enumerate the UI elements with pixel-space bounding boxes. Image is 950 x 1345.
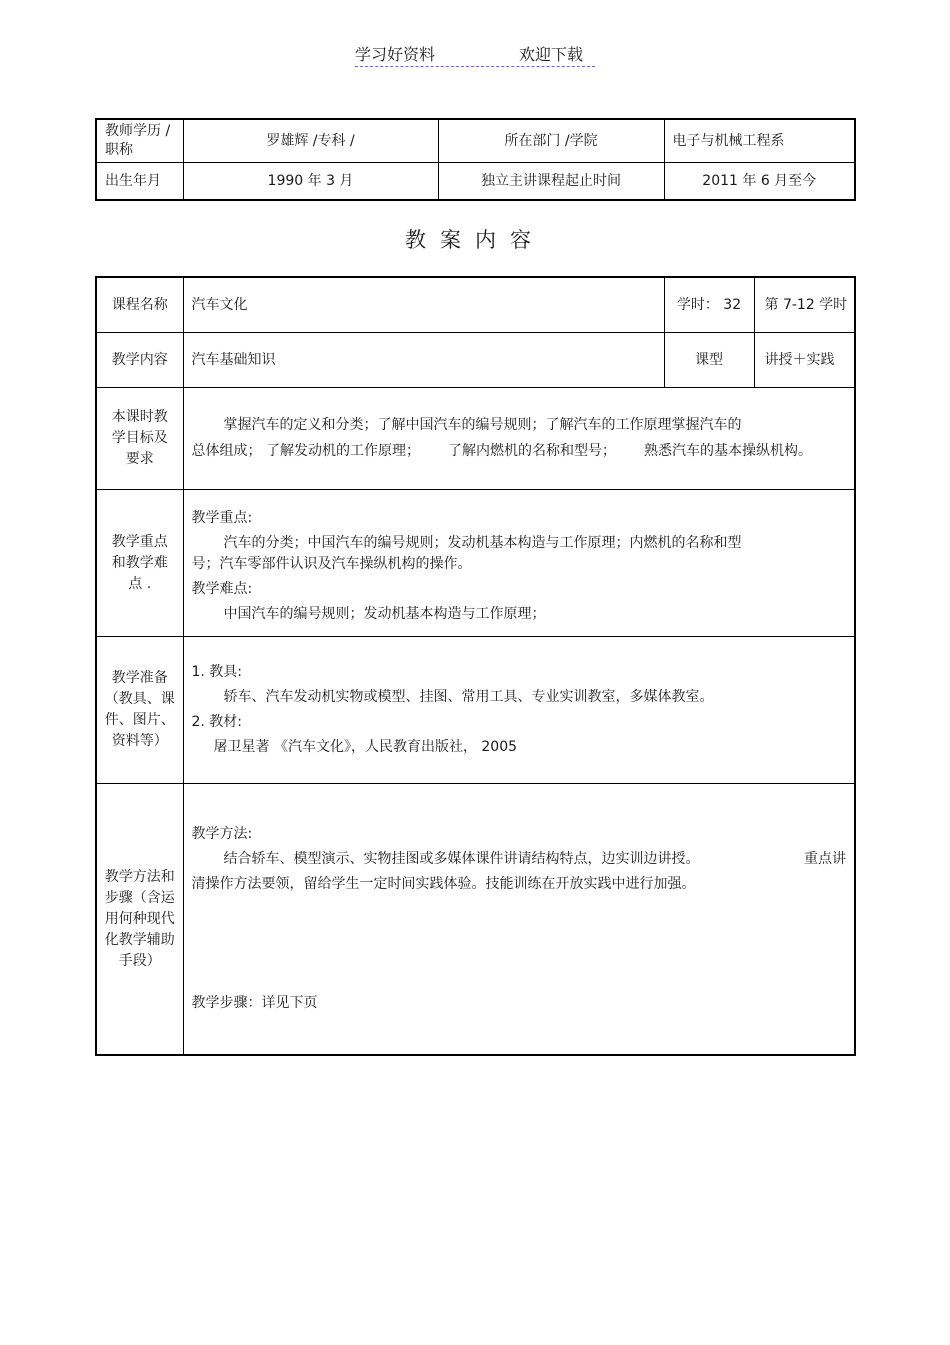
course-name-label: 课程名称 <box>96 277 183 333</box>
key-heading: 教学重点: <box>191 510 253 526</box>
method-line-1a: 结合轿车、模型演示、实物挂图或多媒体课件讲请结构特点，边实训边讲授。 <box>223 851 700 867</box>
method-line-2: 清操作方法要领，留给学生一定时间实践体验。技能训练在开放实践中进行加强。 <box>191 876 696 892</box>
lesson-type-value: 讲授＋实践 <box>754 333 855 388</box>
method-label <box>96 784 183 1056</box>
method-line-1b: 重点讲 <box>804 851 846 867</box>
difficulty-line-1: 中国汽车的编号规则；发动机基本构造与工作原理； <box>223 606 546 622</box>
table-row <box>96 163 855 201</box>
department-label: 所在部门 /学院 <box>438 119 664 163</box>
prep-line-1: 轿车、汽车发动机实物或模型、挂图、常用工具、专业实训教室，多媒体教室。 <box>223 689 714 705</box>
course-name-value: 汽车文化 <box>183 277 664 333</box>
goals-line-2c: 熟悉汽车的基本操纵机构。 <box>643 443 812 459</box>
hours-value: 学时： 32 <box>664 277 754 333</box>
key-line-2: 号；汽车零部件认识及汽车操纵机构的操作。 <box>191 556 472 572</box>
header-right-text: 欢迎下载 <box>519 45 584 64</box>
goals-content <box>183 388 855 490</box>
table-row <box>96 784 855 1056</box>
method-line-1 <box>192 849 847 870</box>
goals-line-1: 掌握汽车的定义和分类；了解中国汽车的编号规则；了解汽车的工作原理掌握汽车的 <box>223 417 742 433</box>
key-points-label <box>96 490 183 637</box>
table-row <box>96 277 855 333</box>
prep-heading-2: 2. 教材: <box>191 714 243 730</box>
birth-value: 1990 年 3 月 <box>183 163 438 201</box>
goals-line-2 <box>192 441 847 462</box>
preparation-label <box>96 637 183 784</box>
header-left-text: 学习好资料 <box>355 45 436 64</box>
education-value: 罗雄辉 /专科 / <box>183 119 438 163</box>
goals-label <box>96 388 183 490</box>
difficulty-heading: 教学难点: <box>191 581 253 597</box>
preparation-label-text: 教学准备（教具、课件、图片、资料等） <box>104 670 175 749</box>
key-points-label-text: 教学重点和教学难点 . <box>111 533 168 592</box>
table-row <box>96 490 855 637</box>
section-title: 教案内容 <box>405 228 545 252</box>
teacher-info-table <box>95 118 856 201</box>
goals-line-2a: 总体组成； 了解发动机的工作原理； <box>191 443 420 459</box>
teaching-content-label: 教学内容 <box>96 333 183 388</box>
goals-line-2b: 了解内燃机的名称和型号； <box>447 443 616 459</box>
table-row <box>96 119 855 163</box>
education-label: 教师学历 /职称 <box>96 119 183 163</box>
prep-heading-1: 1. 教具: <box>191 664 243 680</box>
course-period-value: 2011 年 6 月至今 <box>664 163 855 201</box>
method-heading: 教学方法: <box>191 826 253 842</box>
table-row <box>96 388 855 490</box>
teaching-content-value: 汽车基础知识 <box>183 333 664 388</box>
prep-line-2: 屠卫星著 《汽车文化》，人民教育出版社， 2005 <box>213 739 518 755</box>
course-period-label: 独立主讲课程起止时间 <box>438 163 664 201</box>
page-header <box>355 40 595 67</box>
lesson-plan-table <box>95 276 856 1056</box>
lesson-type-label: 课型 <box>664 333 754 388</box>
goals-label-text: 本课时教学目标及要求 <box>111 409 168 467</box>
table-row <box>96 333 855 388</box>
key-line-1: 汽车的分类；中国汽车的编号规则；发动机基本构造与工作原理；内燃机的名称和型 <box>223 535 742 551</box>
key-points-content <box>183 490 855 637</box>
table-row <box>96 637 855 784</box>
steps-line: 教学步骤：详见下页 <box>191 995 318 1011</box>
period-value: 第 7-12 学时 <box>754 277 855 333</box>
method-label-text: 教学方法和步骤（含运用何种现代化教学辅助手段） <box>104 868 175 969</box>
birth-label: 出生年月 <box>96 163 183 201</box>
department-value: 电子与机械工程系 <box>664 119 855 163</box>
method-content <box>183 784 855 1056</box>
preparation-content <box>183 637 855 784</box>
